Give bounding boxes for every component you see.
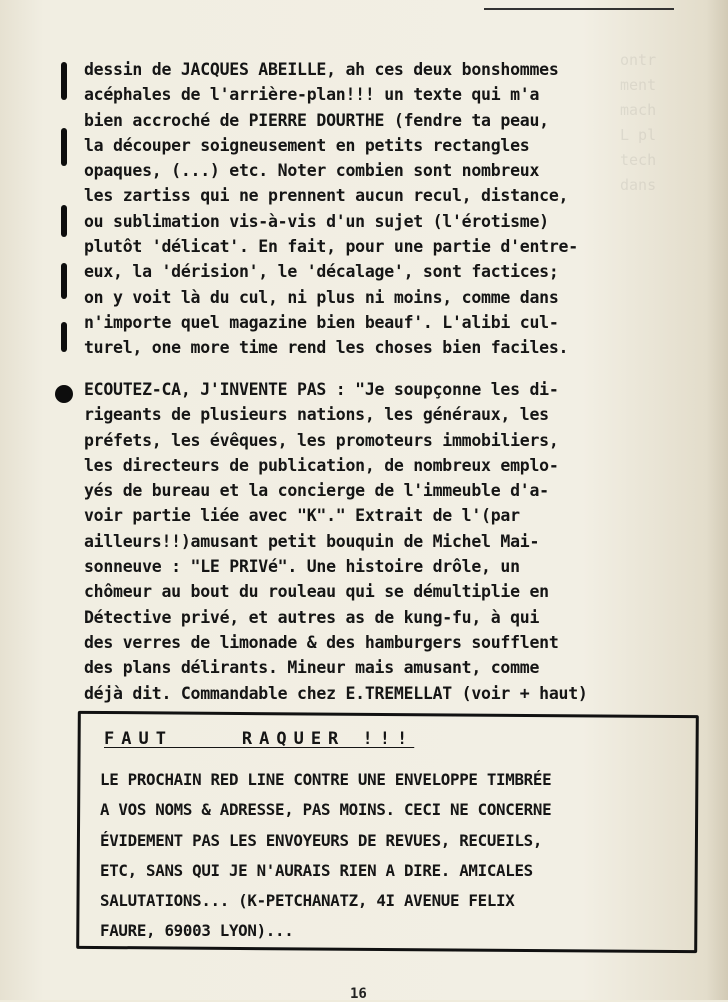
notice-line: LE PROCHAIN RED LINE CONTRE UNE ENVELOPPE TIMBRÉE	[100, 770, 552, 789]
text-line: yés de bureau et la concierge de l'immeuble d'a-	[84, 481, 549, 501]
text-line: des plans délirants. Mineur mais amusant, comme	[84, 658, 540, 678]
notice-title: FAUT RAQUER !!!	[104, 729, 415, 749]
notice-line: A VOS NOMS & ADRESSE, PAS MOINS. CECI NE CONCERNE	[100, 800, 552, 820]
page-number: 16	[350, 986, 367, 1002]
text-line: rigeants de plusieurs nations, les généraux, les	[84, 405, 549, 425]
text-line: turel, one more time rend les choses bien faciles.	[84, 338, 569, 358]
text-line: on y voit là du cul, ni plus ni moins, comme dans	[84, 287, 559, 307]
text-line: acéphales de l'arrière-plan!!! un texte qui m'a	[84, 85, 540, 105]
text-line: les directeurs de publication, de nombreux emplo-	[84, 455, 559, 475]
notice-line: FAURE, 69003 LYON)...	[100, 921, 294, 941]
margin-bar-marker	[61, 322, 67, 352]
text-line: préfets, les évêques, les promoteurs immobiliers,	[84, 430, 559, 450]
margin-bar-marker	[61, 62, 67, 100]
text-line: plutôt 'délicat'. En fait, pour une partie d'entre-	[84, 237, 578, 257]
text-line: des verres de limonade & des hamburgers soufflent	[84, 632, 559, 652]
top-rule	[484, 8, 674, 10]
text-line: déjà dit. Commandable chez E.TREMELLAT (voir + haut)	[84, 683, 588, 703]
text-line: eux, la 'dérision', le 'décalage', sont factices;	[84, 262, 559, 282]
text-line: ou sublimation vis-à-vis d'un sujet (l'érotisme)	[84, 211, 549, 231]
paragraph-le-prive	[84, 377, 644, 706]
text-line: Détective privé, et autres as de kung-fu, à qui	[84, 607, 540, 627]
margin-bar-marker	[61, 128, 67, 166]
paragraph-review	[84, 57, 644, 361]
margin-bar-marker	[61, 205, 67, 237]
text-line: chômeur au bout du rouleau qui se démultiplie en	[84, 582, 549, 602]
text-line: ailleurs!!)amusant petit bouquin de Michel Mai-	[84, 531, 540, 551]
text-line: ECOUTEZ-CA, J'INVENTE PAS : "Je soupçonne les di-	[84, 380, 559, 399]
text-line: bien accroché de PIERRE DOURTHE (fendre ta peau,	[84, 110, 549, 130]
text-line: sonneuve : "LE PRIVé". Une histoire drôle, un	[84, 557, 520, 577]
text-line: dessin de JACQUES ABEILLE, ah ces deux bonshommes	[84, 60, 559, 79]
text-line: la découper soigneusement en petits rectangles	[84, 135, 530, 155]
text-line: opaques, (...) etc. Noter combien sont nombreux	[84, 161, 540, 181]
notice-line: ETC, SANS QUI JE N'AURAIS RIEN A DIRE. AMICALES	[100, 860, 533, 880]
text-line: n'importe quel magazine bien beauf'. L'alibi cul-	[84, 312, 559, 332]
notice-line: ÉVIDEMENT PAS LES ENVOYEURS DE REVUES, RECUEILS,	[100, 830, 543, 850]
text-line: les zartiss qui ne prennent aucun recul, distance,	[84, 186, 569, 206]
notice-line: SALUTATIONS... (K-PETCHANATZ, 4I AVENUE FELIX	[100, 891, 515, 911]
notice-body	[100, 765, 680, 947]
bullet-dot-marker	[55, 385, 73, 403]
margin-bar-marker	[61, 263, 67, 299]
text-line: voir partie liée avec "K"." Extrait de l'(par	[84, 506, 520, 526]
